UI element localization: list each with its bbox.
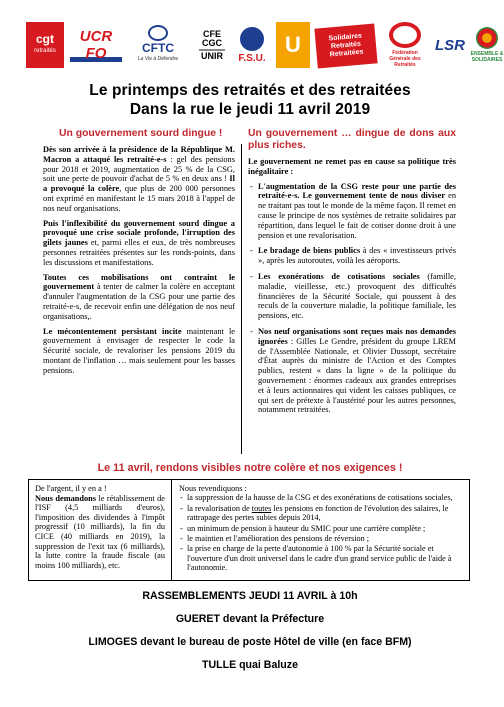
solidaires-logo: Solidaires Retraités Retraitées — [314, 23, 377, 68]
logos-row — [26, 22, 504, 74]
fgr-logo-text: Fédération Générale des Retraités — [389, 50, 421, 68]
left-paragraph-3: Toutes ces mobilisations ont contraint le gouvernement à tenter de calmer la colère en acceptant d'annuler l'augmentation de la CSG pour une partie des retraité-e-s, de recevoir enfin une délégation de nos neuf organisations,. — [43, 272, 235, 321]
location-gueret: GUERET devant la Préfecture — [175, 613, 325, 625]
page-title: Le printemps des retraités et des retraitées — [89, 82, 411, 99]
fgr-emblem-icon — [389, 22, 421, 48]
left-column — [43, 128, 235, 381]
left-paragraph-1: Dès son arrivée à la présidence de la République M. Macron a attaqué les retraité-e-s : gel des pensions pour 2018 et 2019, augmentation de 25 % de la CSG, soit une perte de pouvoir d'achat de 5 % en deux ans ! Il a provoqué la colère, que plus de 200 000 personnes ont exprimé en manifestant le 15 mars 2018 à l'appel de nos neuf organisations. — [43, 145, 235, 213]
fsu-emblem-icon — [240, 27, 264, 51]
list-item: - L'augmentation de la CSG reste pour une partie des retraité-e-s. Le gouvernement tente de nous diviser en ne traitant pas tout le monde de la même façon. Il remet en cause le principe de nos systèmes de retraite solidaires par répartition, dans lequel le fait de cotiser donne droit à une pension et une revalorisation. — [258, 182, 456, 241]
claims-list — [179, 493, 463, 572]
right-bullet-list — [248, 182, 456, 416]
cftc-logo — [128, 22, 188, 68]
left-paragraph-2: Puis l'inflexibilité du gouvernement sourd dingue a provoqué une crise sociale profonde, l'irruption des gilets jaunes et, parmi elles et eux, de très nombreuses personnes retraitées présentes sur les ronds-points, dans les discussions et manifestations. — [43, 218, 235, 267]
ensemble-logo-text: ENSEMBLE & SOLIDAIRES — [470, 51, 504, 63]
cgt-logo-text: cgt — [36, 32, 54, 46]
location-limoges: LIMOGES devant le bureau de poste Hôtel de ville (en face BFM) — [88, 636, 412, 648]
cfe-cgc-logo — [194, 22, 230, 68]
fgr-logo — [382, 22, 428, 68]
cgt-logo — [26, 22, 64, 68]
money-heading: De l'argent, il y en a ! — [35, 484, 107, 493]
cgt-logo-sub: retraités — [34, 48, 56, 54]
fsu-logo-text: F.S.U. — [238, 52, 266, 64]
fsu-logo — [232, 22, 272, 68]
flower-icon — [476, 27, 498, 49]
list-item: - le maintien et l'amélioration des pensions de réversion ; — [187, 534, 463, 543]
cftc-logo-sub: La Vie à Défendre — [137, 56, 179, 62]
list-item: - la prise en charge de la perte d'autonomie à 100 % par la Sécurité sociale et l'ouverture d'un droit universel dans le cadre d'un grand service public de l'aide à l'autonomie. — [187, 544, 463, 572]
claims-section — [173, 480, 469, 580]
money-section — [29, 480, 172, 580]
right-intro: Le gouvernement ne remet pas en cause sa politique très inégalitaire : — [248, 157, 456, 176]
ensemble-solidaires-logo — [470, 22, 504, 68]
page-subtitle: Dans la rue le jeudi 11 avril 2019 — [129, 101, 371, 118]
cfe-logo-sub: UNIR — [201, 50, 223, 61]
left-paragraph-4: Le mécontentement persistant incite maintenant le gouvernement à envisager de respecter le code la Sécurité sociale, de revaloriser les pensions 2019 du montant de l'inflation … mais seulement pour les basses pensions. — [43, 326, 235, 375]
list-item: - Le bradage de biens publics à des « investisseurs privés », après les autoroutes, voilà les aéroports. — [258, 246, 456, 266]
middle-banner: Le 11 avril, rendons visibles notre colère et nos exigences ! — [97, 462, 403, 474]
right-column — [248, 128, 456, 421]
location-tulle: TULLE quai Baluze — [202, 659, 298, 671]
list-item: - Nos neuf organisations sont reçues mais nos demandes ignorées : Gilles Le Gendre, président du groupe LREM de l'Assemblée Nationale, et Olivier Dussopt, secrétaire d'État auprès du ministre de l'Action et des Comptes publics, restent « dans la ligne » de la politique du gouvernement : énormes cadeaux aux grandes entreprises et à leurs actionnaires qui vident les caisses publiques, ce qui sert de prétexte à l'austérité pour les autres personnes, notamment retraitées. — [258, 327, 456, 415]
rassemblements-title: RASSEMBLEMENTS JEUDI 11 AVRIL à 10h — [142, 590, 358, 602]
right-heading: Un gouvernement … dingue de dons aux plus riches. — [248, 128, 456, 151]
claims-heading: Nous revendiquons : — [179, 484, 247, 493]
unsa-logo: U — [276, 22, 310, 68]
demands-box — [28, 479, 470, 581]
cfe-logo-text: CFE CGC — [202, 28, 222, 48]
column-divider — [241, 144, 242, 454]
money-text: Nous demandons le rétablissement de l'ISF (4,5 milliards d'euros), l'imposition des dividendes à l'impôt progressif (10 milliards), la fin du CICE (40 milliards en 2019), la suppression de l'exit tax (6 milliards), la lutte contre la fraude fiscale (au moins 100 milliards), etc. — [35, 493, 165, 570]
cftc-logo-text: CFTC — [142, 41, 174, 55]
ucr-fo-logo: UCR FO — [70, 32, 122, 62]
list-item: - un minimum de pension à hauteur du SMIC pour une carrière complète ; — [187, 524, 463, 533]
list-item: - la revalorisation de toutes les pensions en fonction de l'évolution des salaires, le rattrapage des pertes subies depuis 2014, — [187, 504, 463, 523]
left-heading: Un gouvernement sourd dingue ! — [59, 128, 223, 139]
list-item: - la suppression de la hausse de la CSG et des exonérations de cotisations sociales, — [187, 493, 463, 502]
list-item: - Les exonérations de cotisations sociales (famille, maladie, vieillesse, etc.) provoquent des difficultés financières de la Sécurité Sociale, qui poussent à des reculs de la couverture maladie, la politique familiale, les pensions, etc. — [258, 272, 456, 321]
lsr-logo: LSR — [435, 36, 465, 54]
cftc-emblem-icon — [148, 25, 168, 41]
